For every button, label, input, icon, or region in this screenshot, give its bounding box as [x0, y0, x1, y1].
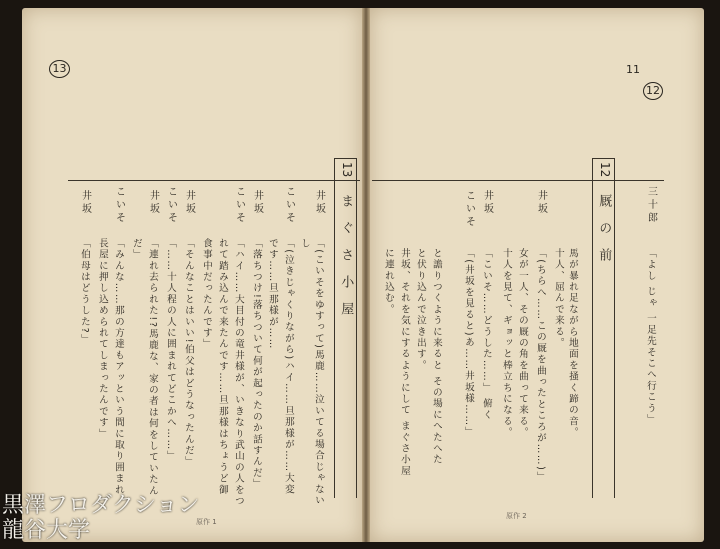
- script-line: 「伯母はどうした?」: [78, 238, 90, 346]
- script-line: れて踏み込んで来たんです……旦那様はちょうど御: [216, 238, 228, 496]
- watermark-line-1: 黒澤フロダクション: [2, 493, 200, 518]
- scene-title-left: まぐさ小屋: [338, 194, 354, 329]
- watermark-line-2: 龍谷大学: [2, 518, 91, 543]
- script-line: だ」: [130, 238, 142, 261]
- script-line: 「落ちつけ!落ちついて何が起ったのか話すんだ」: [250, 238, 262, 490]
- page-number-right: 12: [643, 82, 663, 100]
- script-line: 「(こいそをゆすって)馬鹿……泣いてる場合じゃない: [312, 238, 324, 507]
- script-line: に連れ込む。: [382, 248, 394, 316]
- speaker-label: 井坂: [481, 190, 493, 216]
- scene-number-right: 12: [598, 162, 612, 178]
- script-line: 「(井坂を見ると)あ……井坂様……」: [462, 248, 474, 438]
- script-line: 食事中だったんです」: [200, 238, 212, 350]
- script-line: 十人、屈んで来る。: [552, 248, 564, 349]
- speaker-label: 井坂: [183, 190, 195, 216]
- script-line: 「……十人程の人に囲まれてどこかへ……」: [164, 238, 176, 462]
- speaker-label: こいそ: [113, 186, 125, 225]
- script-line: 女が一人、その厩の角を曲って来る。: [516, 248, 528, 439]
- scene-number-left: 13: [340, 162, 354, 178]
- script-line: 長屋に押し込められてしまったんです」: [96, 238, 108, 440]
- bottom-note-left: 原作 1: [196, 518, 217, 526]
- speaker-label: 井坂: [251, 190, 263, 216]
- page-number-left: 13: [49, 60, 70, 78]
- continuation-line: 「よし じゃ 一足先そこへ行こう」: [644, 248, 656, 426]
- speaker-label: こいそ: [283, 186, 295, 225]
- page-number-right-struck: 11: [626, 63, 640, 76]
- script-line: 馬が暴れ足ながら地面を掻く蹄の音。: [566, 248, 578, 439]
- script-line: 「(ちらへ……この厩を曲ったところが……)」: [534, 248, 546, 483]
- speaker-label: こいそ: [463, 190, 475, 229]
- script-line: 「連れ去られた!?馬鹿な、家の者は何をしていたん: [146, 238, 158, 497]
- rule-scene-column-left-2: [356, 158, 357, 498]
- script-line: 「こいそ……どうした……」 俯く: [480, 248, 492, 421]
- rule-top-right: [372, 180, 664, 181]
- bottom-note-right: 原作 2: [506, 512, 527, 520]
- rule-scene-column-right-2: [614, 158, 615, 498]
- script-line: 「ハイ……大目付の竜井様が、いきなり武山の人をつ: [232, 238, 244, 507]
- script-line: と伏り込んで泣き出す。: [414, 248, 426, 372]
- continuation-speaker: 三十郎: [645, 186, 657, 225]
- script-line: 「みんな……那の方達もアッという間に取り囲まれ: [112, 238, 124, 496]
- rule-top-left: [68, 180, 360, 181]
- book-gutter: [362, 8, 370, 542]
- speaker-label: 井坂: [147, 190, 159, 216]
- script-line: と譫りつくように来ると その場にへたへた: [430, 248, 442, 466]
- speaker-label: こいそ: [233, 186, 245, 225]
- speaker-label: 井坂: [79, 190, 91, 216]
- rule-scene-column-right: [592, 158, 593, 498]
- script-line: 「(泣きじゃくりながら)ハイ……旦那様が……大変: [282, 238, 294, 496]
- speaker-label: 井坂: [313, 190, 325, 216]
- rule-scene-column-left: [334, 158, 335, 498]
- rule-scene-tab-right: [592, 158, 614, 159]
- scene-title-right: 厩の前: [596, 194, 612, 275]
- script-line: です……旦那様が……: [266, 238, 278, 350]
- script-line: し: [298, 238, 310, 250]
- speaker-label: 井坂: [535, 190, 547, 216]
- script-line: 「そんなことはいい!伯父はどうなったんだ」: [182, 238, 194, 468]
- speaker-label: こいそ: [165, 186, 177, 225]
- script-line: 十人を見て、ギョッと棒立ちになる。: [500, 248, 512, 439]
- rule-scene-tab-left: [334, 158, 356, 159]
- script-line: 井坂、それを気にするようにして まぐさ小屋: [398, 248, 410, 477]
